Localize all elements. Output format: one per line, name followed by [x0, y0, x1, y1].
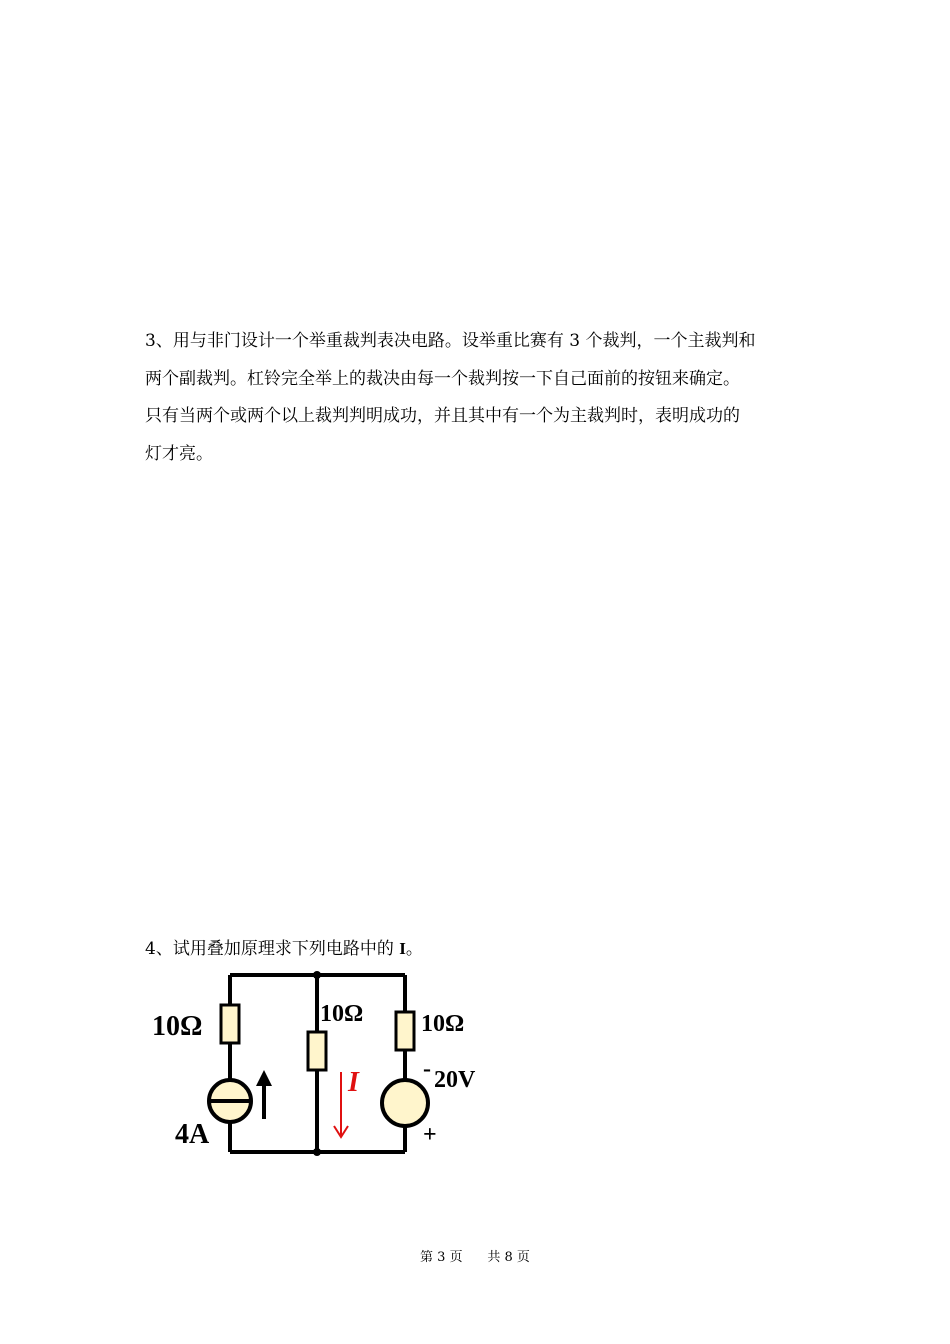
resistor-middle — [308, 1032, 326, 1070]
question-3-line-1: 3、用与非门设计一个举重裁判表决电路。设举重比赛有 3 个裁判，一个主裁判和 — [145, 331, 756, 351]
page-number: 第 3 页 — [420, 1250, 463, 1265]
junction-bottom — [313, 1148, 321, 1156]
voltage-plus-sign: + — [423, 1122, 437, 1148]
middle-resistor-label: 10Ω — [320, 1001, 364, 1027]
right-resistor-label: 10Ω — [421, 1011, 465, 1037]
page-footer — [0, 1246, 950, 1265]
current-source-arrow-icon — [256, 1070, 272, 1119]
question-3 — [145, 323, 815, 473]
voltage-source-label: 20V — [434, 1067, 476, 1093]
current-source-label: 4A — [175, 1119, 210, 1150]
junction-top — [313, 971, 321, 979]
voltage-minus-sign: - — [423, 1056, 431, 1082]
resistor-right — [396, 1012, 414, 1050]
resistor-left — [221, 1005, 239, 1043]
current-direction-arrow-icon — [334, 1072, 348, 1137]
current-label: I — [348, 1067, 359, 1098]
question-3-line-3: 只有当两个或两个以上裁判判明成功，并且其中有一个为主裁判时，表明成功的 — [145, 406, 740, 426]
question-4-prefix: 4、试用叠加原理求下列电路中的 — [145, 939, 400, 959]
voltage-source-symbol — [382, 1080, 428, 1126]
question-4-variable: I — [399, 939, 406, 958]
circuit-diagram — [145, 962, 505, 1167]
question-3-line-4: 灯才亮。 — [145, 443, 213, 464]
question-3-line-2: 两个副裁判。杠铃完全举上的裁决由每一个裁判按一下自己面前的按钮来确定。 — [145, 368, 740, 389]
page-total: 共 8 页 — [487, 1250, 530, 1265]
left-resistor-label: 10Ω — [152, 1011, 203, 1042]
question-4 — [145, 935, 423, 963]
question-4-suffix: 。 — [405, 939, 423, 959]
